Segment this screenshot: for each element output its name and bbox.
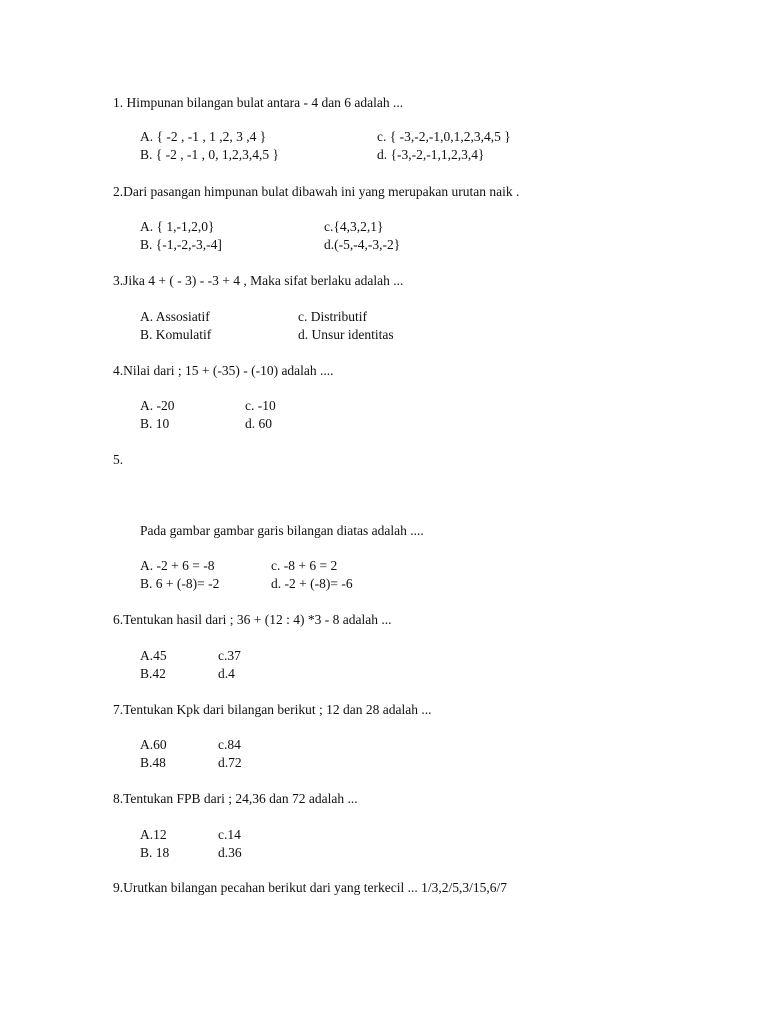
q8-option-c: c.14 [218, 827, 241, 842]
question-7: 7.Tentukan Kpk dari bilangan berikut ; 12 dan 28 adalah ... [113, 702, 432, 717]
q8-option-a: A.12 [140, 827, 167, 842]
question-9: 9.Urutkan bilangan pecahan berikut dari yang terkecil ... 1/3,2/5,3/15,6/7 [113, 880, 508, 895]
q6-option-b: B.42 [140, 666, 166, 681]
q4-option-d: d. 60 [245, 416, 272, 431]
q6-option-a: A.45 [140, 648, 167, 663]
q1-option-a: A. { -2 , -1 , 1 ,2, 3 ,4 } [140, 129, 267, 144]
q3-option-b: B. Komulatif [140, 327, 212, 342]
q2-option-d: d.(-5,-4,-3,-2} [324, 237, 401, 252]
q8-option-d: d.36 [218, 845, 242, 860]
q4-option-c: c. -10 [245, 398, 276, 413]
q4-option-b: B. 10 [140, 416, 170, 431]
question-6: 6.Tentukan hasil dari ; 36 + (12 : 4) *3 - 8 adalah ... [113, 612, 392, 627]
q7-option-c: c.84 [218, 737, 241, 752]
q6-option-d: d.4 [218, 666, 235, 681]
q7-option-b: B.48 [140, 755, 166, 770]
q1-option-b: B. { -2 , -1 , 0, 1,2,3,4,5 } [140, 147, 279, 162]
question-3: 3.Jika 4 + ( - 3) - -3 + 4 , Maka sifat berlaku adalah ... [113, 273, 404, 288]
q2-option-b: B. {-1,-2,-3,-4] [140, 237, 222, 252]
q5-option-d: d. -2 + (-8)= -6 [271, 576, 353, 591]
q1-option-c: c. { -3,-2,-1,0,1,2,3,4,5 } [377, 129, 511, 144]
q4-option-a: A. -20 [140, 398, 175, 413]
q7-option-a: A.60 [140, 737, 167, 752]
question-1: 1. Himpunan bilangan bulat antara - 4 dan 6 adalah ... [113, 95, 404, 110]
q5-option-c: c. -8 + 6 = 2 [271, 558, 338, 573]
q3-option-d: d. Unsur identitas [298, 327, 394, 342]
question-5-prompt: Pada gambar gambar garis bilangan diatas adalah .... [140, 523, 424, 538]
q1-option-d: d. {-3,-2,-1,1,2,3,4} [377, 147, 485, 162]
q3-option-c: c. Distributif [298, 309, 367, 324]
question-2: 2.Dari pasangan himpunan bulat dibawah ini yang merupakan urutan naik . [113, 184, 520, 199]
q6-option-c: c.37 [218, 648, 241, 663]
q3-option-a: A. Assosiatif [140, 309, 210, 324]
question-8: 8.Tentukan FPB dari ; 24,36 dan 72 adalah ... [113, 791, 358, 806]
q7-option-d: d.72 [218, 755, 242, 770]
q5-option-a: A. -2 + 6 = -8 [140, 558, 215, 573]
q2-option-c: c.{4,3,2,1} [324, 219, 384, 234]
question-5: 5. [113, 452, 124, 467]
q8-option-b: B. 18 [140, 845, 170, 860]
q2-option-a: A. { 1,-1,2,0} [140, 219, 215, 234]
q5-option-b: B. 6 + (-8)= -2 [140, 576, 220, 591]
question-4: 4.Nilai dari ; 15 + (-35) - (-10) adalah .... [113, 363, 334, 378]
